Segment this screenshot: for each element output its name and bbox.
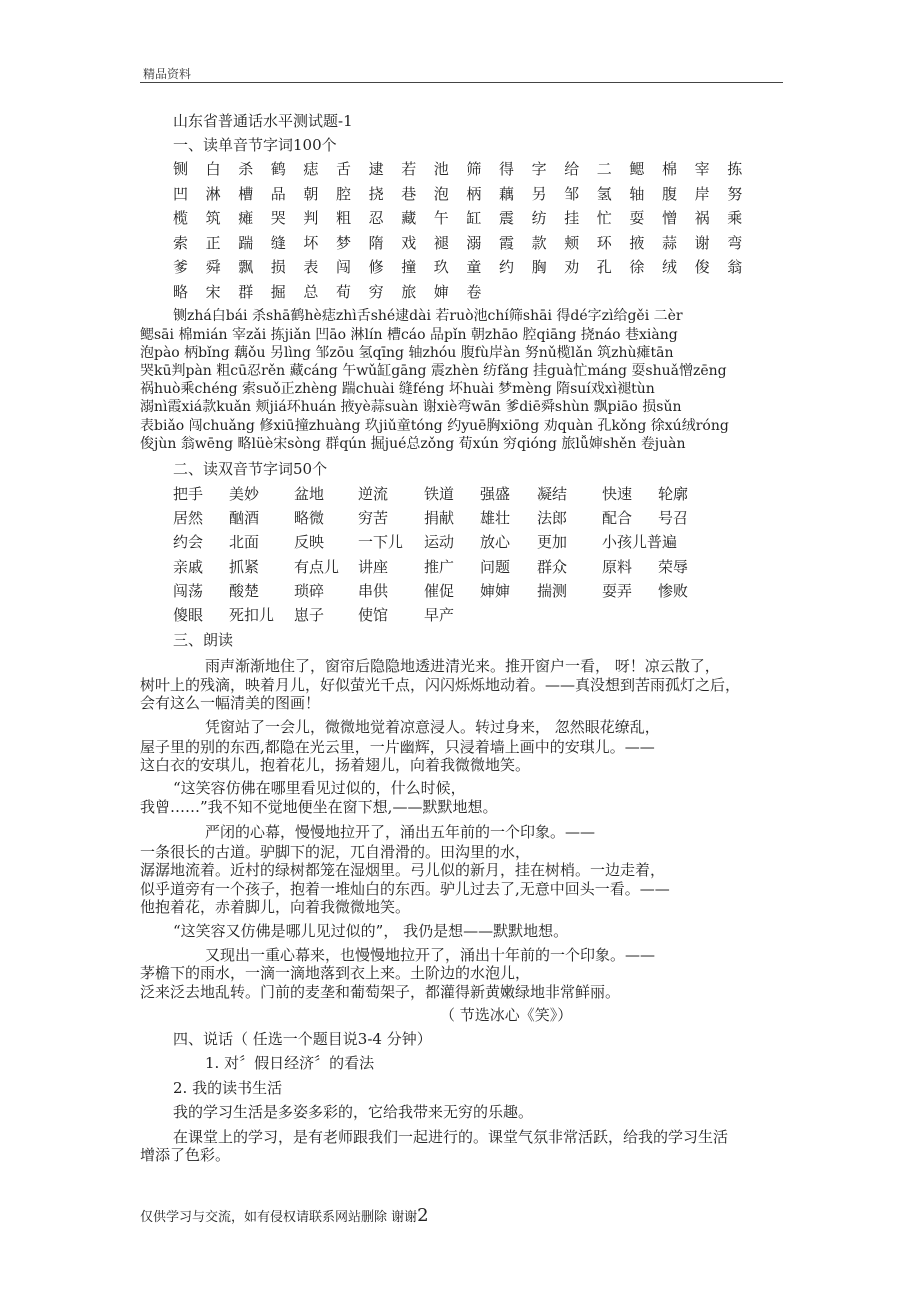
word-cell: 一下儿 xyxy=(358,533,404,552)
pinyin-line: 铡zhá白bái 杀shā鹤hè痣zhì舌shé逮dài 若ruò池chí筛shāi 得dé字zì给gěi 二èr xyxy=(173,308,683,324)
char-cell: 哭 xyxy=(270,209,286,228)
char-cell: 痣 xyxy=(303,160,319,178)
speech-paragraph-1: 我的学习生活是多姿多彩的，它给我带来无穷的乐趣。 xyxy=(173,1103,534,1121)
word-cell: 快速 xyxy=(602,485,633,503)
char-cell: 粗 xyxy=(336,209,352,228)
passage-line: 又现出一重心幕来，也慢慢地拉开了，涌出十年前的一个印象。—— xyxy=(205,946,656,964)
word-cell: 推广 xyxy=(424,557,455,576)
char-cell: 铡 xyxy=(173,160,189,178)
char-cell: 二 xyxy=(596,160,612,178)
word-cell: 崽子 xyxy=(294,606,325,624)
char-cell: 鳃 xyxy=(629,160,645,178)
word-cell: 美妙 xyxy=(229,485,260,503)
char-cell: 泡 xyxy=(433,184,449,203)
word-cell: 亲戚 xyxy=(173,557,204,576)
passage-line: 树叶上的残滴，映着月儿，好似萤光千点，闪闪烁烁地动着。——真没想到苦雨孤灯之后， xyxy=(140,676,741,694)
char-cell: 略 xyxy=(173,283,189,301)
word-cell: 闯荡 xyxy=(173,581,204,600)
char-cell: 索 xyxy=(173,233,189,252)
char-cell: 款 xyxy=(531,233,547,252)
char-cell: 鹤 xyxy=(270,160,286,178)
char-cell: 筛 xyxy=(466,160,482,178)
word-cell: 运动 xyxy=(424,533,455,552)
char-cell: 缝 xyxy=(270,233,286,252)
char-cell: 槽 xyxy=(238,184,254,203)
passage-line: 屋子里的别的东西,都隐在光云里，一片幽辉，只浸着墙上画中的安琪儿。—— xyxy=(140,738,655,756)
pinyin-line: 鳃sāi 棉mián 宰zǎi 拣jiǎn 凹āo 淋lín 槽cáo 品pǐn 朝zhāo 腔qiāng 挠náo 巷xiàng xyxy=(140,327,678,343)
word-cell: 原料 xyxy=(602,557,633,576)
char-cell: 环 xyxy=(596,233,612,252)
section1-heading: 一、读单音节字词100个 xyxy=(173,136,337,154)
char-cell: 俊 xyxy=(694,258,710,277)
passage-line: 他抱着花，赤着脚儿，向着我微微地笑。 xyxy=(140,898,411,916)
word-cell: 串供 xyxy=(358,581,389,600)
char-cell: 约 xyxy=(499,258,515,277)
char-cell: 午 xyxy=(433,209,449,228)
passage-line: 雨声渐渐地住了，窗帘后隐隐地透进清光来。推开窗户一看， 呀！凉云散了， xyxy=(205,657,720,675)
passage-line: 潺潺地流着。近村的绿树都笼在湿烟里。弓儿似的新月，挂在树梢。一边走着， xyxy=(140,861,666,879)
char-cell: 若 xyxy=(401,160,417,178)
char-cell: 凹 xyxy=(173,184,189,203)
char-cell: 穷 xyxy=(368,283,384,301)
word-cell: 铁道 xyxy=(424,485,455,503)
word-cell: 更加 xyxy=(537,533,568,552)
word-cell: 小孩儿普遍 xyxy=(602,533,678,552)
char-cell: 表 xyxy=(303,258,319,277)
word-cell: 略微 xyxy=(294,509,325,528)
char-cell: 婶 xyxy=(433,283,449,301)
char-cell: 梦 xyxy=(336,233,352,252)
char-cell: 胸 xyxy=(531,258,547,277)
char-cell: 劝 xyxy=(564,258,580,277)
char-cell: 字 xyxy=(531,160,547,178)
char-cell: 巷 xyxy=(401,184,417,203)
word-cell: 反映 xyxy=(294,533,325,552)
section3-heading: 三、朗读 xyxy=(173,631,234,649)
char-cell: 宰 xyxy=(694,160,710,178)
char-cell: 池 xyxy=(433,160,449,178)
char-cell: 邹 xyxy=(564,184,580,203)
char-cell: 谢 xyxy=(694,233,710,252)
char-cell: 杀 xyxy=(238,160,254,178)
char-cell: 判 xyxy=(303,209,319,228)
char-cell: 踹 xyxy=(238,233,254,252)
word-cell: 强盛 xyxy=(480,485,511,503)
char-cell: 弯 xyxy=(727,233,743,252)
word-cell: 雄壮 xyxy=(480,509,511,528)
word-cell: 早产 xyxy=(424,606,455,624)
word-cell: 揣测 xyxy=(537,581,568,600)
char-cell: 白 xyxy=(205,160,221,178)
char-cell: 掘 xyxy=(270,283,286,301)
word-cell: 抓紧 xyxy=(229,557,260,576)
char-cell: 忙 xyxy=(596,209,612,228)
word-cell: 有点儿 xyxy=(294,557,340,576)
word-cell: 催促 xyxy=(424,581,455,600)
char-cell: 颊 xyxy=(564,233,580,252)
char-cell: 舌 xyxy=(336,160,352,178)
pinyin-line: 泡pào 柄bǐng 藕ǒu 另lìng 邹zōu 氢qīng 轴zhóu 腹fù岸àn 努nǔ榄lǎn 筑zhù瘫tān xyxy=(140,345,674,361)
pinyin-line: 哭kū判pàn 粗cū忍rěn 藏cáng 午wǔ缸gāng 震zhèn 纺fǎng 挂guà忙máng 耍shuǎ憎zēng xyxy=(140,363,727,379)
char-cell: 忍 xyxy=(368,209,384,228)
char-cell: 缸 xyxy=(466,209,482,228)
char-cell: 纺 xyxy=(531,209,547,228)
char-cell: 挂 xyxy=(564,209,580,228)
char-cell: 藕 xyxy=(499,184,515,203)
passage-line: 这白衣的安琪儿，抱着花儿，扬着翅儿，向着我微微地笑。 xyxy=(140,756,531,774)
char-cell: 荀 xyxy=(336,283,352,301)
passage-line: 泛来泛去地乱转。门前的麦垄和葡萄架子，都灌得新黄嫩绿地非常鲜丽。 xyxy=(140,983,621,1001)
char-cell: 群 xyxy=(238,283,254,301)
header-rule xyxy=(140,82,783,83)
char-cell: 岸 xyxy=(694,184,710,203)
char-cell: 藏 xyxy=(401,209,417,228)
word-cell: 问题 xyxy=(480,557,511,576)
word-cell: 琐碎 xyxy=(294,581,325,600)
word-cell: 把手 xyxy=(173,485,204,503)
word-cell: 北面 xyxy=(229,533,260,552)
word-cell: 穷苦 xyxy=(358,509,389,528)
char-cell: 孔 xyxy=(596,258,612,277)
char-cell: 给 xyxy=(564,160,580,178)
word-cell: 法郎 xyxy=(537,509,568,528)
char-cell: 耍 xyxy=(629,209,645,228)
char-cell: 棉 xyxy=(662,160,678,178)
passage-line: “这笑容又仿佛是哪儿见过似的”， 我仍是想——默默地想。 xyxy=(173,922,569,940)
char-cell: 霞 xyxy=(499,233,515,252)
word-cell: 群众 xyxy=(537,557,568,576)
passage-line: “这笑容仿佛在哪里看见过似的，什么时候， xyxy=(173,779,466,797)
word-cell: 耍弄 xyxy=(602,581,633,600)
char-cell: 总 xyxy=(303,283,319,301)
passage-source: （ 节选冰心《笑》） xyxy=(440,1006,573,1024)
word-cell: 讲座 xyxy=(358,557,389,576)
char-cell: 徐 xyxy=(629,258,645,277)
section4-heading: 四、说话（ 任选一个题目说3-4 分钟） xyxy=(173,1030,432,1048)
word-cell: 凝结 xyxy=(537,485,568,503)
speech-paragraph-2-line-1: 在课堂上的学习，是有老师跟我们一起进行的。课堂气氛非常活跃，给我的学习生活 xyxy=(173,1128,729,1146)
word-cell: 逆流 xyxy=(358,485,389,503)
char-cell: 撞 xyxy=(401,258,417,277)
char-cell: 得 xyxy=(499,160,515,178)
char-cell: 淋 xyxy=(205,184,221,203)
word-cell: 惨败 xyxy=(658,581,689,600)
char-cell: 努 xyxy=(727,184,743,203)
word-cell: 轮廓 xyxy=(658,485,689,503)
footer-text: 仅供学习与交流，如有侵权请联系网站删除 谢谢 xyxy=(140,1210,418,1225)
word-cell: 酸楚 xyxy=(229,581,260,600)
char-cell: 拣 xyxy=(727,160,743,178)
char-cell: 另 xyxy=(531,184,547,203)
char-cell: 掖 xyxy=(629,233,645,252)
passage-line: 茅檐下的雨水，一滴一滴地落到衣上来。土阶边的水泡儿， xyxy=(140,964,531,982)
section2-heading: 二、读双音节字词50个 xyxy=(173,460,328,478)
passage-line: 凭窗站了一会儿，微微地觉着凉意浸人。转过身来， 忽然眼花缭乱， xyxy=(205,718,660,736)
char-cell: 品 xyxy=(270,184,286,203)
pinyin-line: 俊jùn 翁wēng 略lüè宋sòng 群qún 掘jué总zǒng 荀xún 穷qióng 旅lǚ婶shěn 卷juàn xyxy=(140,436,686,452)
page-number: 2 xyxy=(417,1205,429,1226)
char-cell: 憎 xyxy=(662,209,678,228)
char-cell: 轴 xyxy=(629,184,645,203)
pinyin-line: 表biǎo 闯chuǎng 修xiū撞zhuàng 玖jiǔ童tóng 约yuē胸xiōng 劝quàn 孔kǒng 徐xú绒róng xyxy=(140,418,729,434)
page-title: 山东省普通话水平测试题-1 xyxy=(173,112,353,130)
char-cell: 溺 xyxy=(466,233,482,252)
page-footer xyxy=(140,1205,429,1226)
char-cell: 褪 xyxy=(433,233,449,252)
word-cell: 捐献 xyxy=(424,509,455,528)
char-cell: 隋 xyxy=(368,233,384,252)
char-cell: 榄 xyxy=(173,209,189,228)
char-cell: 朝 xyxy=(303,184,319,203)
pinyin-line: 祸huò乘chéng 索suǒ正zhèng 踹chuài 缝féng 坏huài 梦mèng 隋suí戏xì褪tùn xyxy=(140,381,655,397)
word-cell: 居然 xyxy=(173,509,204,528)
topic-2: 2. 我的读书生活 xyxy=(173,1079,283,1097)
char-cell: 损 xyxy=(270,258,286,277)
char-cell: 飘 xyxy=(238,258,254,277)
word-cell: 使馆 xyxy=(358,606,389,624)
word-cell: 号召 xyxy=(658,509,689,528)
word-cell: 酗酒 xyxy=(229,509,260,528)
word-cell: 放心 xyxy=(480,533,511,552)
char-cell: 闯 xyxy=(336,258,352,277)
char-cell: 翁 xyxy=(727,258,743,277)
char-cell: 坏 xyxy=(303,233,319,252)
word-cell: 约会 xyxy=(173,533,204,552)
word-cell: 婶婶 xyxy=(480,581,511,600)
word-cell: 傻眼 xyxy=(173,606,204,624)
char-cell: 宋 xyxy=(205,283,221,301)
page-header: 精品资料 xyxy=(143,67,192,81)
char-cell: 震 xyxy=(499,209,515,228)
passage-line: 会有这么一幅清美的图画！ xyxy=(140,694,321,712)
char-cell: 挠 xyxy=(368,184,384,203)
char-cell: 祸 xyxy=(694,209,710,228)
char-cell: 瘫 xyxy=(238,209,254,228)
char-cell: 玖 xyxy=(433,258,449,277)
char-cell: 腔 xyxy=(336,184,352,203)
char-cell: 修 xyxy=(368,258,384,277)
passage-line: 我曾……”我不知不觉地便坐在窗下想,——默默地想。 xyxy=(140,798,498,816)
char-cell: 戏 xyxy=(401,233,417,252)
passage-line: 严闭的心幕，慢慢地拉开了，涌出五年前的一个印象。—— xyxy=(205,823,596,841)
char-cell: 逮 xyxy=(368,160,384,178)
passage-line: 似乎道旁有一个孩子，抱着一堆灿白的东西。驴儿过去了,无意中回头一看。—— xyxy=(140,880,670,898)
word-cell: 配合 xyxy=(602,509,633,528)
word-cell: 死扣儿 xyxy=(229,606,275,624)
char-cell: 乘 xyxy=(727,209,743,228)
char-cell: 柄 xyxy=(466,184,482,203)
char-cell: 筑 xyxy=(205,209,221,228)
char-cell: 蒜 xyxy=(662,233,678,252)
char-cell: 舜 xyxy=(205,258,221,277)
speech-paragraph-2-line-2: 增添了色彩。 xyxy=(140,1146,231,1164)
topic-1: 1. 对〞假日经济〞的看法 xyxy=(205,1054,375,1072)
char-cell: 绒 xyxy=(662,258,678,277)
char-cell: 腹 xyxy=(662,184,678,203)
char-cell: 卷 xyxy=(466,283,482,301)
word-cell: 盆地 xyxy=(294,485,325,503)
pinyin-line: 溺nì霞xiá款kuǎn 颊jiá环huán 掖yè蒜suàn 谢xiè弯wān 爹diē舜shùn 飘piāo 损sǔn xyxy=(140,399,682,415)
char-cell: 正 xyxy=(205,233,221,252)
char-cell: 氢 xyxy=(596,184,612,203)
char-cell: 童 xyxy=(466,258,482,277)
word-cell: 荣辱 xyxy=(658,557,689,576)
passage-line: 一条很长的古道。驴脚下的泥，兀自滑滑的。田沟里的水， xyxy=(140,843,531,861)
char-cell: 爹 xyxy=(173,258,189,277)
char-cell: 旅 xyxy=(401,283,417,301)
